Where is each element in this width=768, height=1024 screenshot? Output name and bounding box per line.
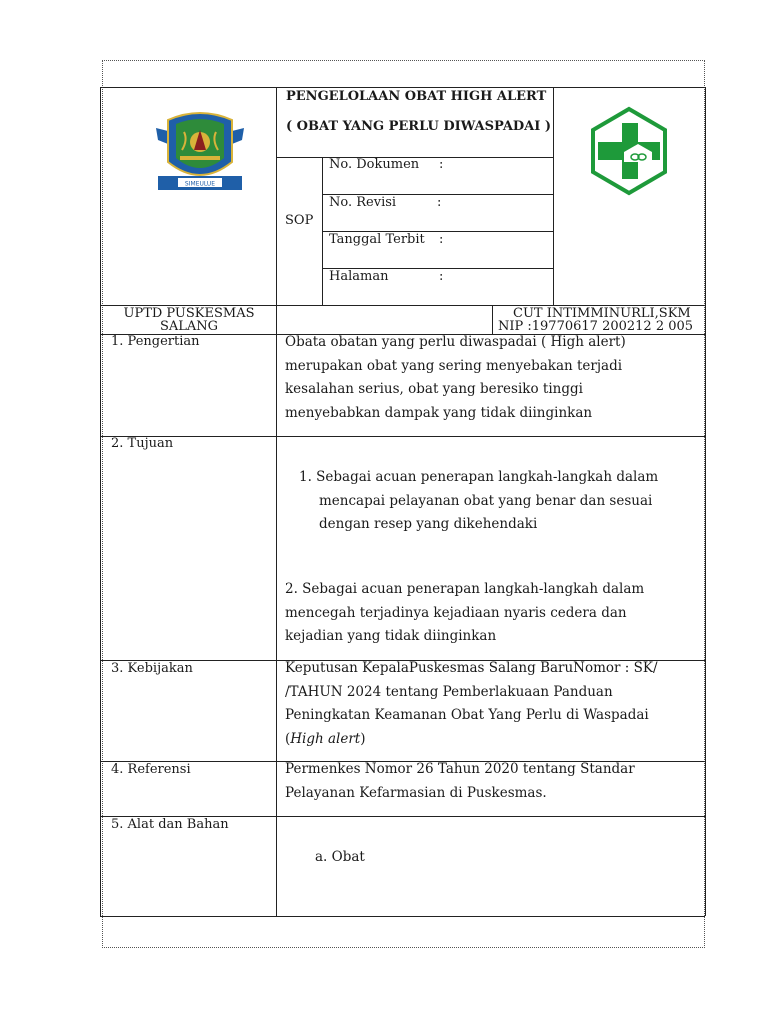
kebijakan-line: Peningkatan Keamanan Obat Yang Perlu di Waspadai	[285, 707, 649, 723]
high-alert-italic: High alert	[290, 730, 361, 747]
pengertian-text	[285, 331, 626, 425]
field-colon-halaman: :	[439, 269, 444, 284]
institution-name-line1: UPTD PUSKESMAS	[123, 306, 255, 321]
signatory-divider	[492, 305, 493, 334]
tujuan-line: kejadian yang tidak diinginkan	[285, 628, 497, 644]
field-label-tanggal: Tanggal Terbit	[329, 232, 425, 247]
signatory-nip: NIP :19770617 200212 2 005	[498, 319, 694, 334]
pengertian-line: merupakan obat yang sering menyebakan terjadi	[285, 357, 623, 374]
emblem-caption: SIMEULUE	[184, 180, 216, 188]
puskesmas-logo	[584, 106, 674, 196]
document-subtitle: ( OBAT YANG PERLU DIWASPADAI )	[286, 119, 552, 134]
pengertian-line: Obata obatan yang perlu diwaspadai ( High alert)	[285, 334, 626, 350]
table-bottom-border	[100, 916, 705, 917]
signatory-name: CUT INTIMMINURLI,SKM	[513, 306, 691, 321]
tujuan-line: 2. Sebagai acuan penerapan langkah-langkah dalam	[285, 581, 645, 597]
tujuan-line: mencapai pelayanan obat yang benar dan sesuai	[319, 492, 653, 509]
column-divider	[276, 87, 277, 916]
field-colon-tanggal: :	[439, 232, 444, 247]
institution-name-line2: SALANG	[159, 319, 219, 334]
referensi-line: Permenkes Nomor 26 Tahun 2020 tentang Standar	[285, 761, 635, 777]
tujuan-line: dengan resep yang dikehendaki	[319, 516, 538, 532]
tujuan-line: mencegah terjadinya kejadiaan nyaris cedera dan	[285, 604, 627, 621]
section-line-1	[100, 436, 705, 437]
document-title: PENGELOLAAN OBAT HIGH ALERT	[286, 89, 547, 104]
pengertian-line: menyebabkan dampak yang tidak diinginkan	[285, 404, 593, 421]
table-right-border	[705, 87, 706, 916]
tujuan-item-2	[285, 578, 644, 649]
kebijakan-line: Keputusan KepalaPuskesmas Salang BaruNomor : SK/	[285, 660, 658, 676]
kebijakan-line: /TAHUN 2024 tentang Pemberlakuaan Panduan	[285, 683, 613, 700]
section-label-tujuan: 2. Tujuan	[111, 436, 174, 451]
sop-label: SOP	[285, 213, 314, 228]
tujuan-item-1	[299, 466, 658, 537]
kebijakan-text	[285, 657, 658, 751]
section-label-referensi: 4. Referensi	[111, 762, 191, 777]
field-label-halaman: Halaman	[329, 269, 389, 284]
table-top-border	[100, 87, 705, 88]
table-left-border	[100, 87, 101, 916]
referensi-line: Pelayanan Kefarmasian di Puskesmas.	[285, 784, 547, 801]
section-label-kebijakan: 3. Kebijakan	[111, 661, 193, 676]
section-label-pengertian: 1. Pengertian	[111, 334, 200, 349]
paren-close: )	[360, 730, 366, 747]
section-label-alat-bahan: 5. Alat dan Bahan	[111, 817, 229, 832]
pengertian-line: kesalahan serius, obat yang beresiko tinggi	[285, 381, 583, 397]
regency-emblem-logo	[154, 110, 246, 194]
field-colon-dokumen: :	[439, 157, 444, 172]
field-colon-revisi: :	[437, 195, 442, 210]
field-label-revisi: No. Revisi	[329, 195, 397, 210]
alat-bahan-item: a. Obat	[315, 849, 365, 865]
paren-open: (	[285, 730, 291, 747]
tujuan-line: 1. Sebagai acuan penerapan langkah-langkah dalam	[299, 469, 659, 485]
referensi-text	[285, 758, 635, 805]
kebijakan-line-last	[285, 728, 658, 752]
field-label-dokumen: No. Dokumen	[329, 157, 420, 172]
header-logo-divider	[553, 87, 554, 305]
